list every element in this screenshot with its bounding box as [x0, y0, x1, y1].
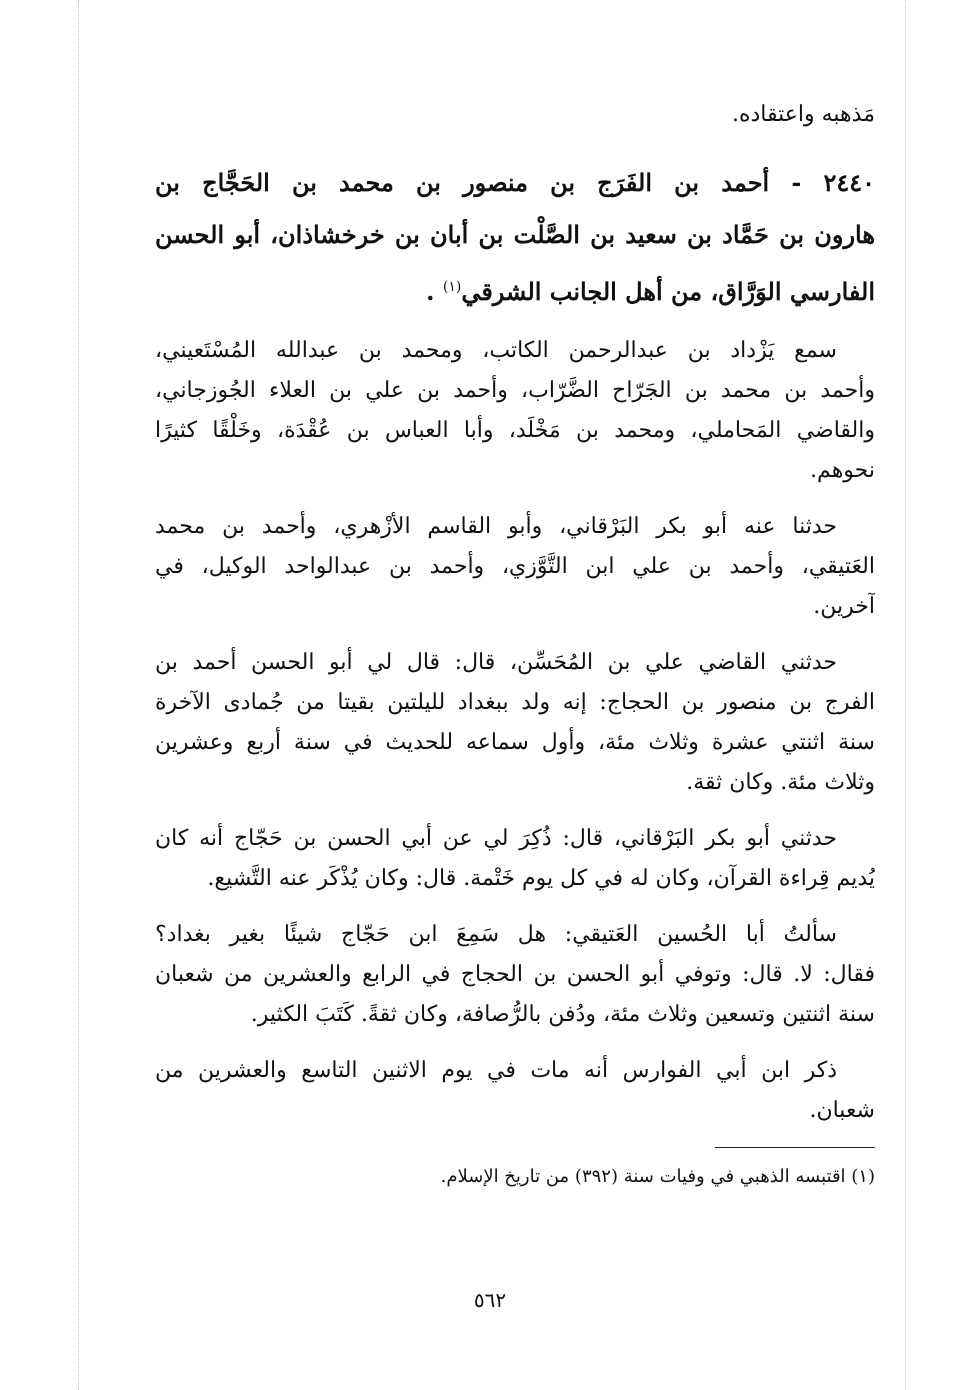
- paragraph-line: فقال: لا. قال: وتوفي أبو الحسن بن الحجاج في الرابع والعشرين من شعبان: [155, 962, 875, 987]
- paragraph-line: حدثني القاضي علي بن المُحَسِّن، قال: قال لي أبو الحسن أحمد بن: [155, 650, 837, 675]
- entry-heading-end: .: [426, 277, 435, 306]
- paragraph-line: سألتُ أبا الحُسين العَتيقي: هل سَمِعَ ابن حَجّاج شيئًا بغير بغداد؟: [155, 922, 837, 947]
- paragraph-students: [155, 507, 875, 627]
- paragraph-line: وأحمد بن محمد بن الجَرّاح الضَّرّاب، وأحمد بن علي بن العلاء الجُوزجاني،: [155, 378, 875, 403]
- entry-heading-line-last: [155, 261, 875, 313]
- paragraph-line: ذكر ابن أبي الفوارس أنه مات في يوم الاثنين التاسع والعشرين من: [155, 1058, 837, 1083]
- scan-margin-right-dots: [905, 0, 906, 1390]
- entry-heading-line: ٢٤٤٠ - أحمد بن الفَرَج بن منصور بن محمد بن الحَجَّاج بن: [155, 168, 875, 197]
- previous-entry-fragment: مَذهبه واعتقاده.: [731, 102, 875, 127]
- footnote: (١) اقتبسه الذهبي في وفيات سنة (٣٩٢) من تاريخ الإسلام.: [440, 1166, 875, 1187]
- paragraph-line: الفرج بن منصور بن الحجاج: إنه ولد ببغداد لليلتين بقيتا من جُمادى الآخرة: [155, 690, 875, 715]
- entry-heading-line: هارون بن حَمَّاد بن سعيد بن الصَّلْت بن أبان بن خرخشاذان، أبو الحسن: [155, 220, 875, 249]
- entry-heading-text: الفارسي الوَرَّاق، من أهل الجانب الشرقي: [461, 277, 875, 306]
- paragraph-teachers: [155, 331, 875, 491]
- footnote-separator: [715, 1147, 875, 1148]
- paragraph-death: [155, 915, 875, 1035]
- paragraph-birth: [155, 643, 875, 803]
- paragraph-line: سنة اثنتي عشرة وثلاث مئة، وأول سماعه للحديث في سنة أربع وعشرين: [155, 730, 875, 755]
- page-body: [155, 95, 875, 1192]
- paragraph-line: حدثنا عنه أبو بكر البَرْقاني، وأبو القاسم الأزْهري، وأحمد بن محمد: [155, 514, 837, 539]
- paragraph-line: حدثني أبو بكر البَرْقاني، قال: ذُكِرَ لي عن أبي الحسن بن حَجّاج أنه كان: [155, 826, 837, 851]
- paragraph-line: سمع يَزْداد بن عبدالرحمن الكاتب، ومحمد بن عبدالله المُسْتَعيني،: [155, 338, 837, 363]
- paragraph-line: نحوهم.: [810, 458, 875, 483]
- paragraph-line: والقاضي المَحاملي، ومحمد بن مَخْلَد، وأبا العباس بن عُقْدَة، وخَلْقًا كثيرًا: [155, 418, 875, 443]
- paragraph-line: العَتيقي، وأحمد بن علي ابن التَّوَّزي، وأحمد بن عبدالواحد الوكيل، في: [155, 554, 875, 579]
- paragraph-line: سنة اثنتين وتسعين وثلاث مئة، ودُفن بالرُّصافة، وكان ثقةً. كَتَبَ الكثير.: [250, 1002, 875, 1027]
- paragraph-line: شعبان.: [809, 1098, 875, 1123]
- page-number: ٥٦٢: [473, 1288, 507, 1312]
- paragraph-line: يُديم قِراءة القرآن، وكان له في كل يوم خَتْمة. قال: وكان يُذْكَر عنه التَّشيع.: [207, 866, 875, 891]
- scan-margin-left-dots: [78, 0, 79, 1390]
- paragraph-ibn-abi-fawaris: [155, 1051, 875, 1131]
- paragraph-line: آخرين.: [813, 594, 875, 619]
- entry-heading: [155, 157, 875, 313]
- paragraph-barqani: [155, 819, 875, 899]
- paragraph-line: وثلاث مئة. وكان ثقة.: [686, 770, 875, 795]
- footnote-marker: (١): [442, 279, 462, 295]
